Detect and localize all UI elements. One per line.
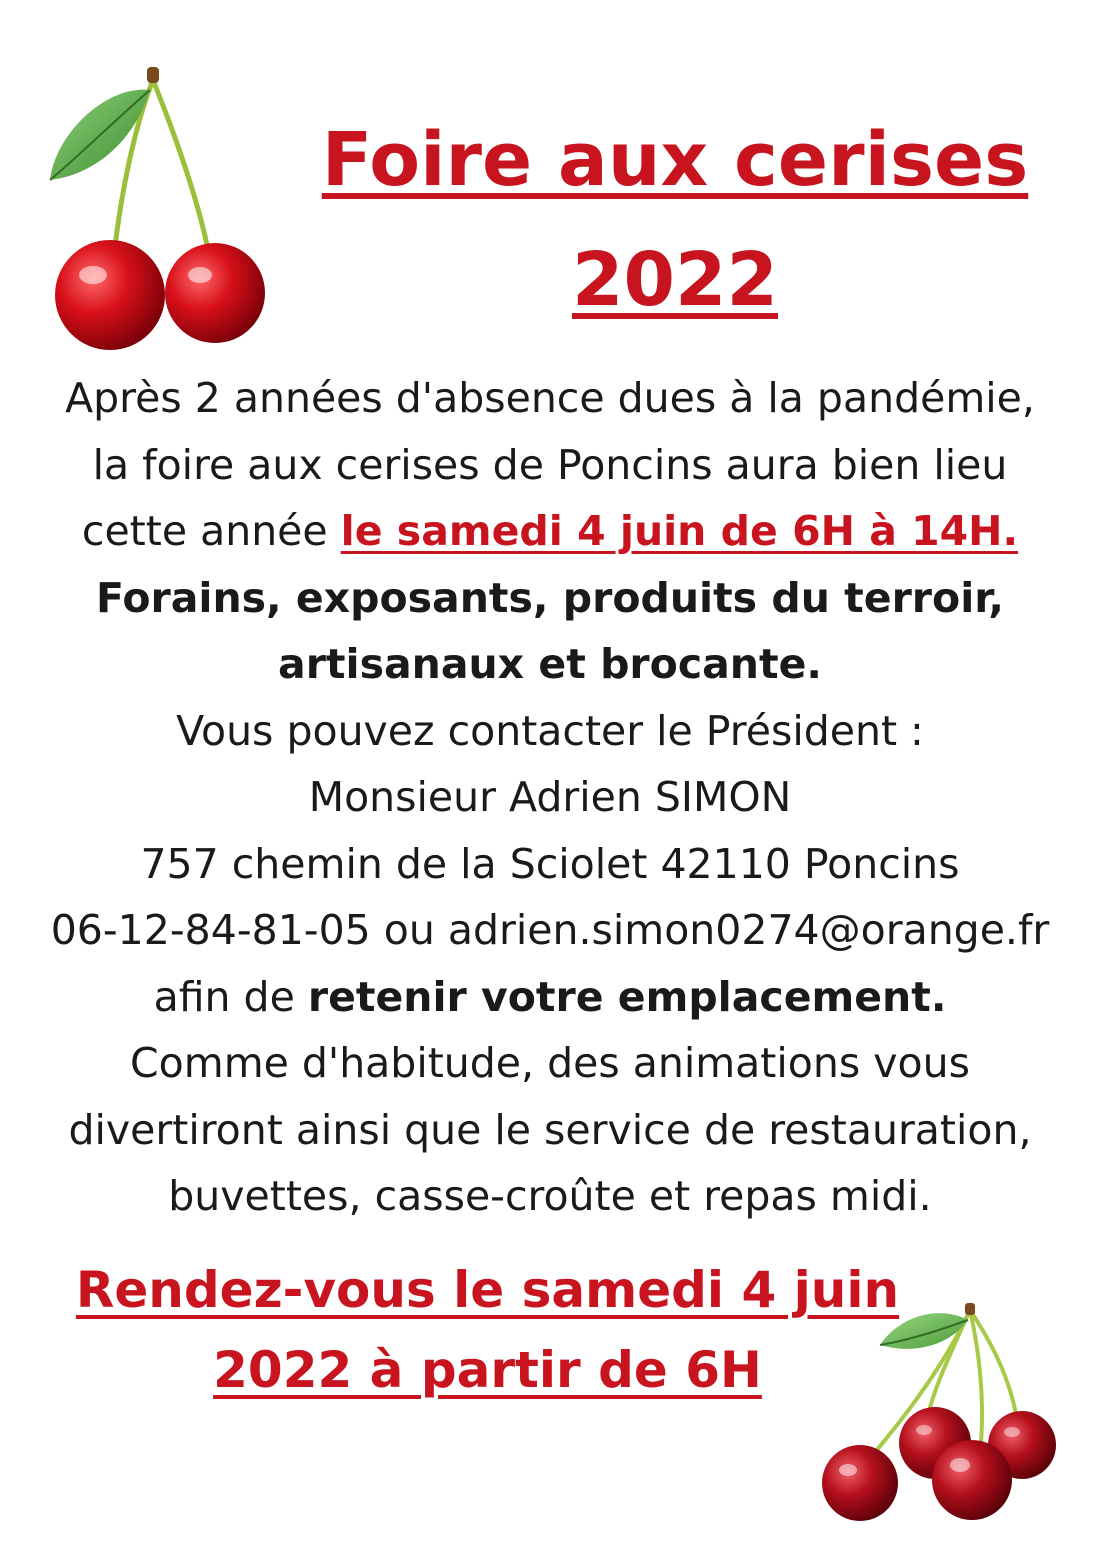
president-name: Monsieur Adrien SIMON (308, 773, 792, 821)
body-line-12: divertiront ainsi que le service de restauration, (68, 1105, 1032, 1154)
body-line-1: Après 2 années d'absence dues à la pandémie, (65, 374, 1035, 422)
page-title (250, 100, 1100, 340)
title-line-2: 2022 (572, 237, 778, 323)
president-address: 757 chemin de la Sciolet 42110 Poncins (140, 839, 960, 888)
body-line-2: la foire aux cerises de Poncins aura bien lieu (92, 440, 1008, 489)
body-line-4: Forains, exposants, produits du terroir, (95, 573, 1005, 622)
body-line-3-text: cette année (81, 507, 341, 555)
closing-line-1: Rendez-vous le samedi 4 juin (75, 1261, 900, 1319)
body-line-3 (0, 498, 1100, 565)
contact-phone-email: 06-12-84-81-05 ou adrien.simon0274@orange.fr (50, 906, 1050, 954)
body-line-10-text: afin de (153, 972, 308, 1021)
cherry-pair-icon (35, 55, 285, 355)
closing-line-2: 2022 à partir de 6H (213, 1341, 762, 1399)
body-line-6: Vous pouvez contacter le Président : (176, 706, 924, 755)
announcement-body (0, 365, 1100, 1230)
reserve-spot-emphasis: retenir votre emplacement. (307, 972, 947, 1021)
body-line-11: Comme d'habitude, des animations vous (130, 1039, 970, 1087)
title-line-1: Foire aux cerises (321, 117, 1029, 203)
body-line-10 (0, 964, 1100, 1031)
body-line-13: buvettes, casse-croûte et repas midi. (168, 1172, 932, 1220)
event-date-highlight: le samedi 4 juin de 6H à 14H. (340, 507, 1019, 555)
body-line-5: artisanaux et brocante. (278, 640, 822, 688)
cherry-cluster-icon (800, 1295, 1070, 1535)
